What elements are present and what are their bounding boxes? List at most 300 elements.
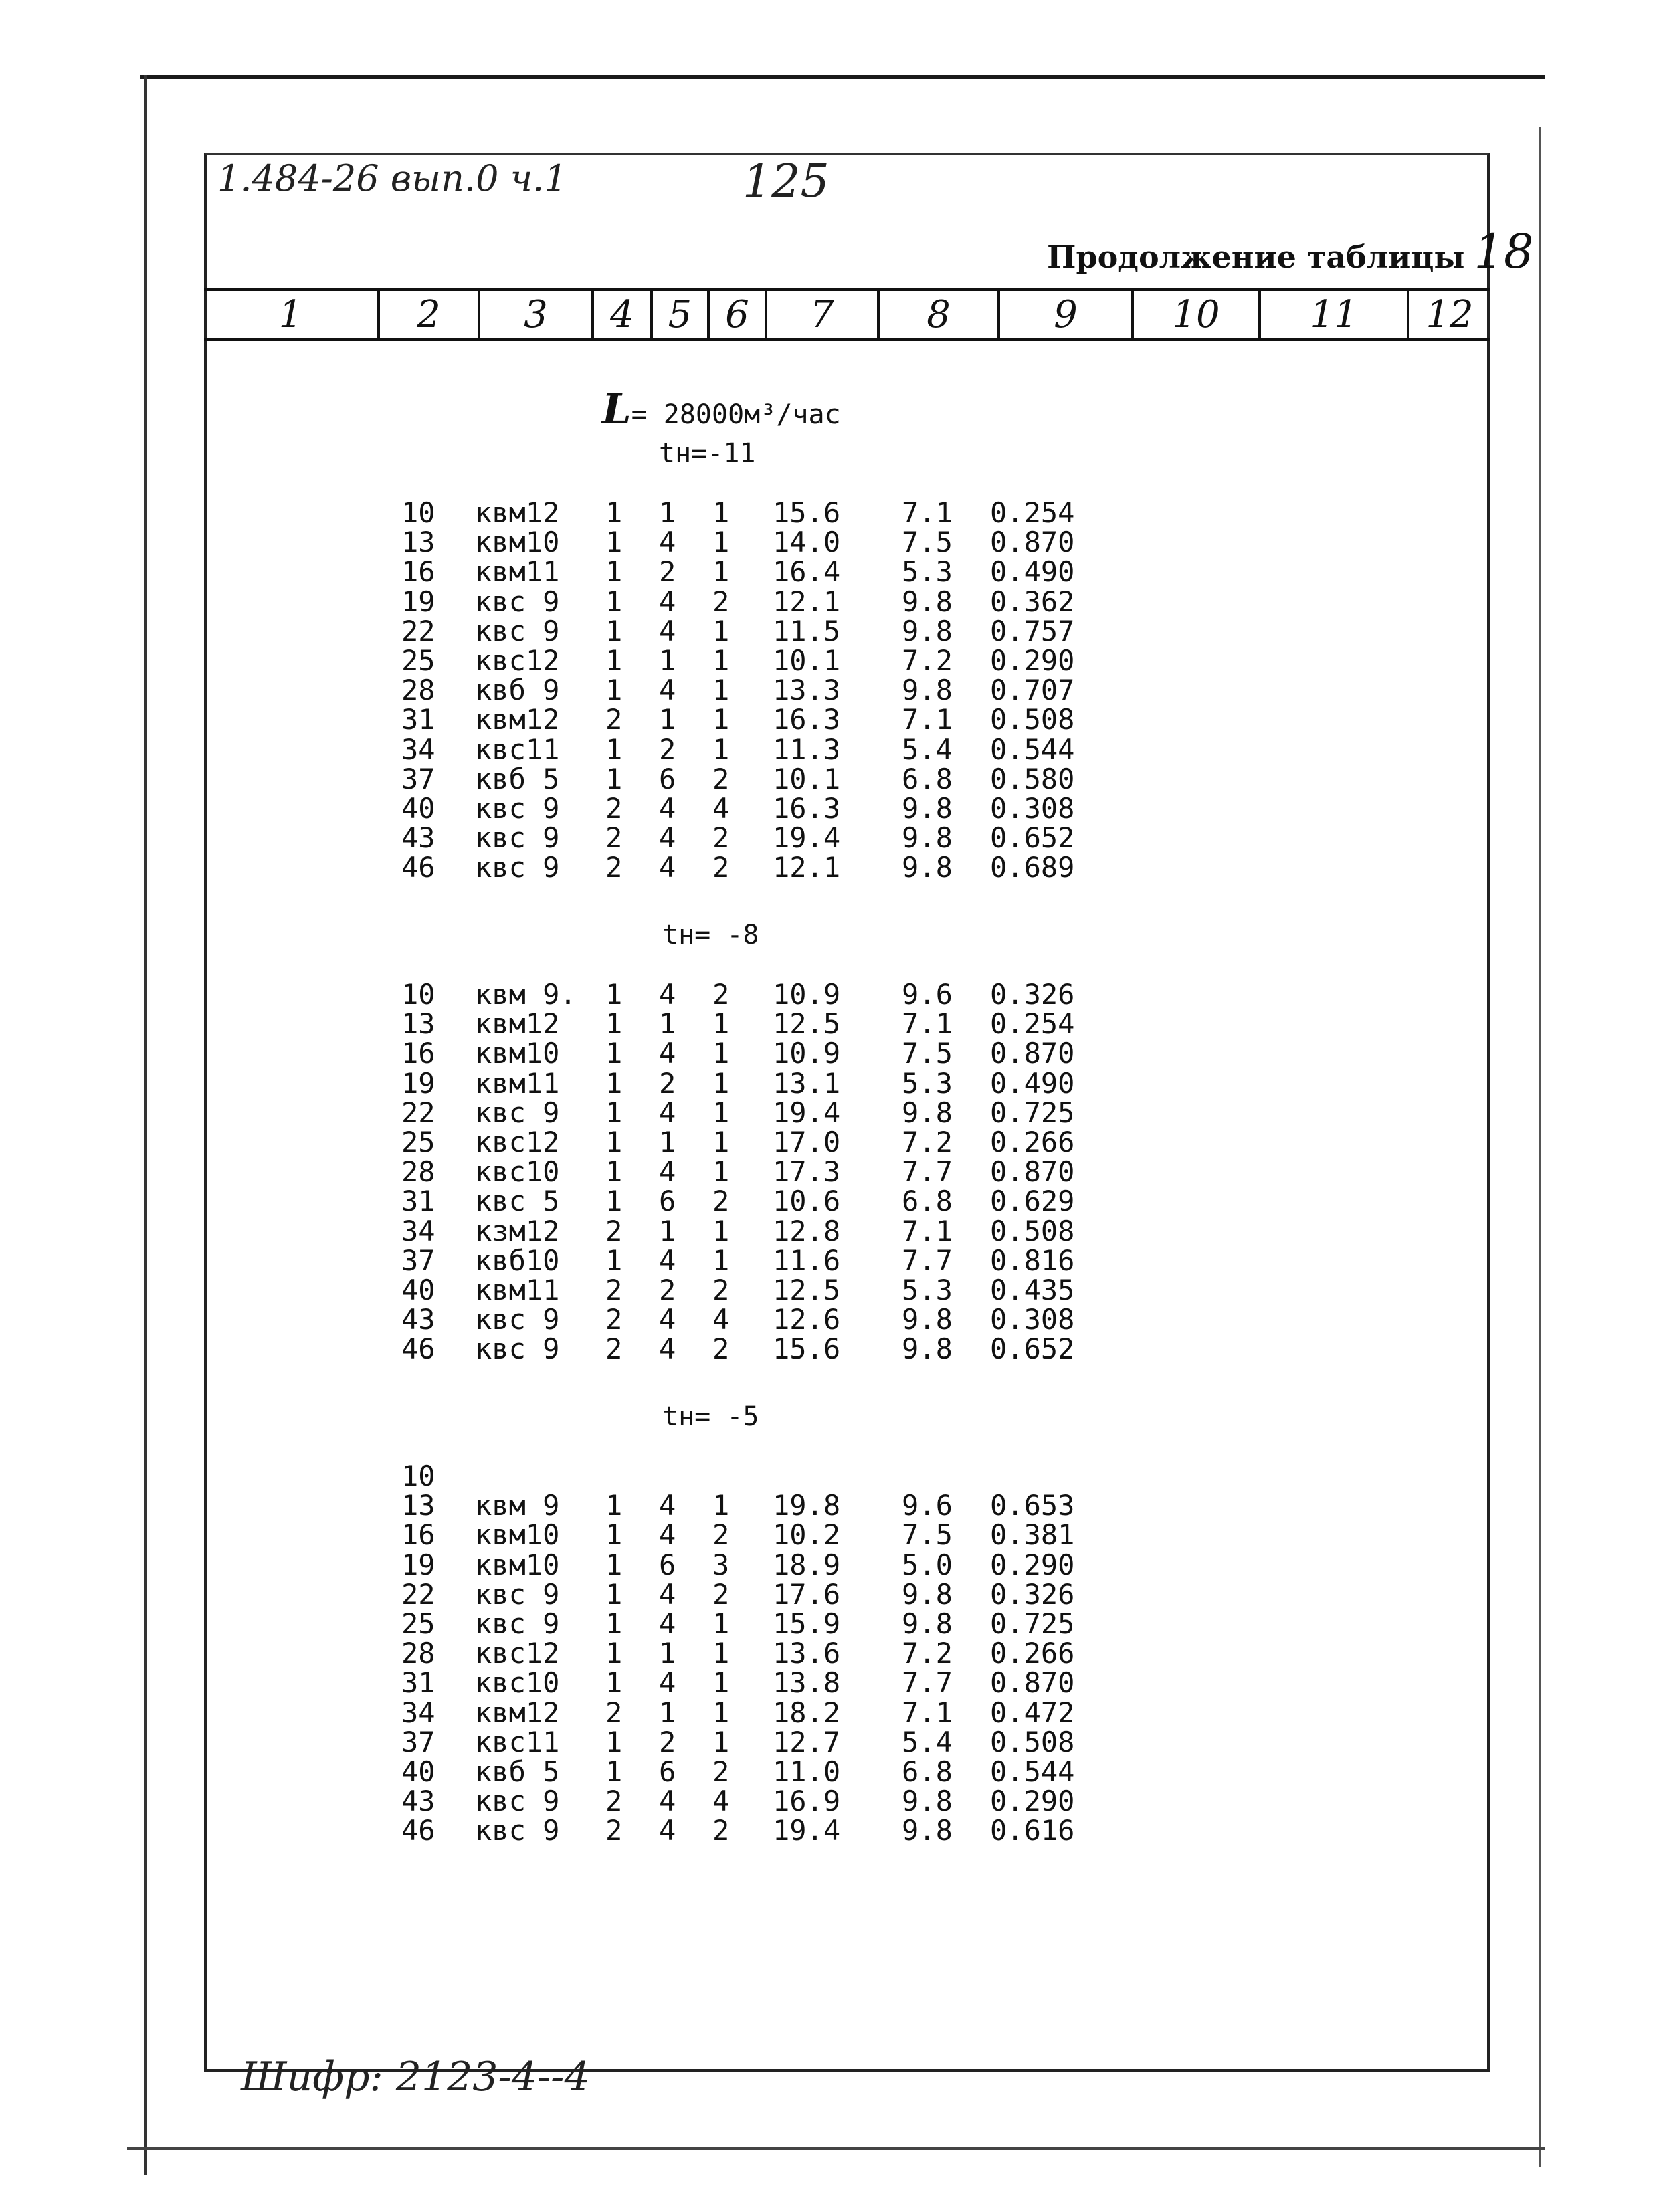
cell-col-2: 28: [401, 1155, 435, 1189]
cell-col-8: 9.8: [902, 614, 953, 647]
cell-col-4: 2: [605, 703, 623, 736]
continuation-number: 18: [1474, 224, 1534, 279]
cell-col-4: 1: [605, 644, 623, 677]
cell-col-7: 15.6: [773, 1332, 841, 1366]
cell-col-6: 1: [712, 496, 730, 529]
cell-col-3: квс 9: [475, 821, 560, 855]
cell-col-3: квс12: [475, 644, 560, 677]
cell-col-4: 1: [605, 1725, 623, 1758]
cell-col-4: 2: [605, 821, 623, 855]
cell-col-2: 19: [401, 585, 435, 618]
cell-col-8: 7.7: [902, 1155, 953, 1189]
cell-col-8: 9.8: [902, 851, 953, 884]
cell-col-5: 1: [659, 1696, 676, 1729]
cell-col-6: 2: [712, 1185, 730, 1218]
cell-col-2: 25: [401, 644, 435, 677]
section-label: tн=-11: [659, 438, 756, 469]
cell-col-7: 12.7: [773, 1725, 841, 1758]
cell-col-2: 31: [401, 1666, 435, 1700]
cell-col-7: 16.3: [773, 703, 841, 736]
cell-col-9: 0.308: [990, 792, 1075, 825]
outer-bottom-line: [127, 2147, 1545, 2150]
cell-col-9: 0.870: [990, 1037, 1075, 1070]
cell-col-4: 2: [605, 792, 623, 825]
cell-col-3: квс10: [475, 1666, 560, 1700]
cell-col-8: 9.8: [902, 792, 953, 825]
cell-col-8: 7.1: [902, 1007, 953, 1041]
cell-col-9: 0.870: [990, 1155, 1075, 1189]
page-frame: [204, 153, 1490, 2072]
cell-col-9: 0.544: [990, 732, 1075, 766]
cell-col-9: 0.725: [990, 1607, 1075, 1640]
cell-col-6: 2: [712, 1332, 730, 1366]
formula-symbol: L: [602, 385, 631, 433]
cell-col-7: 14.0: [773, 526, 841, 559]
cell-col-4: 1: [605, 1007, 623, 1041]
cell-col-7: 11.0: [773, 1755, 841, 1788]
cell-col-4: 1: [605, 614, 623, 647]
section-label: tн= -8: [662, 920, 759, 950]
outer-left-line: [144, 75, 147, 2175]
cell-col-5: 1: [659, 703, 676, 736]
cell-col-4: 1: [605, 1518, 623, 1552]
cell-col-9: 0.725: [990, 1096, 1075, 1129]
cell-col-9: 0.435: [990, 1274, 1075, 1306]
cell-col-3: квс12: [475, 1126, 560, 1159]
cell-col-9: 0.653: [990, 1489, 1075, 1522]
cell-col-7: 17.3: [773, 1155, 841, 1189]
cell-col-8: 9.6: [902, 978, 953, 1011]
cell-col-3: квс 5: [475, 1185, 560, 1218]
cell-col-7: 19.4: [773, 821, 841, 855]
cell-col-6: 1: [712, 1007, 730, 1041]
cell-col-6: 1: [712, 526, 730, 559]
cell-col-7: 13.1: [773, 1066, 841, 1100]
cell-col-6: 1: [712, 1489, 730, 1522]
cell-col-5: 6: [659, 762, 676, 795]
cell-col-7: 18.2: [773, 1696, 841, 1729]
cell-col-4: 1: [605, 1607, 623, 1640]
cell-col-3: квс11: [475, 1725, 560, 1758]
cell-col-4: 2: [605, 1814, 623, 1847]
cell-col-8: 9.6: [902, 1489, 953, 1522]
cell-col-4: 2: [605, 851, 623, 884]
cell-col-9: 0.652: [990, 1332, 1075, 1366]
cell-col-9: 0.544: [990, 1755, 1075, 1788]
cell-col-5: 4: [659, 792, 676, 825]
section-label: tн= -5: [662, 1401, 759, 1432]
cell-col-7: 13.6: [773, 1637, 841, 1670]
cell-col-7: 12.5: [773, 1274, 841, 1306]
cell-col-8: 9.8: [902, 585, 953, 618]
cell-col-9: 0.254: [990, 1007, 1075, 1041]
cell-col-2: 37: [401, 762, 435, 795]
column-header-2: 2: [380, 291, 480, 338]
cell-col-6: 1: [712, 1666, 730, 1700]
cell-col-9: 0.490: [990, 1066, 1075, 1100]
cell-col-6: 1: [712, 1696, 730, 1729]
cell-col-2: 43: [401, 1785, 435, 1818]
cell-col-5: 4: [659, 1243, 676, 1277]
cell-col-8: 9.8: [902, 1096, 953, 1129]
cell-col-5: 4: [659, 526, 676, 559]
cell-col-8: 7.2: [902, 1126, 953, 1159]
cell-col-5: 4: [659, 1577, 676, 1611]
cell-col-8: 7.1: [902, 703, 953, 736]
cell-col-8: 7.5: [902, 1037, 953, 1070]
cell-col-9: 0.689: [990, 851, 1075, 884]
cell-col-6: 2: [712, 1755, 730, 1788]
cell-col-9: 0.508: [990, 703, 1075, 736]
cell-col-3: квс 9: [475, 1096, 560, 1129]
cell-col-3: квс 9: [475, 1303, 560, 1336]
cell-col-9: 0.266: [990, 1637, 1075, 1670]
cell-col-4: 1: [605, 496, 623, 529]
cell-col-2: 22: [401, 614, 435, 647]
cell-col-6: 1: [712, 1096, 730, 1129]
cell-col-8: 5.3: [902, 555, 953, 589]
cell-col-8: 7.1: [902, 496, 953, 529]
cell-col-7: 12.1: [773, 585, 841, 618]
column-header-10: 10: [1134, 291, 1261, 338]
cell-col-2: 40: [401, 1274, 435, 1306]
cell-col-3: квс 9: [475, 1577, 560, 1611]
column-header-9: 9: [1000, 291, 1134, 338]
cell-col-5: 4: [659, 1303, 676, 1336]
cell-col-6: 1: [712, 1155, 730, 1189]
cell-col-6: 2: [712, 1577, 730, 1611]
cell-col-8: 9.8: [902, 1577, 953, 1611]
cell-col-4: 1: [605, 585, 623, 618]
cell-col-2: 34: [401, 1696, 435, 1729]
cell-col-4: 2: [605, 1274, 623, 1306]
cell-col-7: 16.9: [773, 1785, 841, 1818]
cell-col-7: 12.6: [773, 1303, 841, 1336]
cell-col-7: 19.4: [773, 1096, 841, 1129]
cell-col-8: 5.3: [902, 1066, 953, 1100]
cell-col-6: 4: [712, 1785, 730, 1818]
cell-col-2: 16: [401, 1037, 435, 1070]
cell-col-2: 25: [401, 1607, 435, 1640]
cell-col-8: 7.7: [902, 1243, 953, 1277]
cell-col-3: квм12: [475, 703, 560, 736]
cell-col-5: 4: [659, 1332, 676, 1366]
page-number: 125: [743, 155, 830, 208]
cell-col-2: 16: [401, 555, 435, 589]
cell-col-5: 4: [659, 1518, 676, 1552]
cell-col-2: 43: [401, 821, 435, 855]
cell-col-8: 6.8: [902, 762, 953, 795]
cell-col-6: 2: [712, 821, 730, 855]
cell-col-5: 4: [659, 821, 676, 855]
cell-col-5: 4: [659, 614, 676, 647]
cell-col-5: 4: [659, 674, 676, 707]
cell-col-6: 2: [712, 762, 730, 795]
cell-col-8: 9.8: [902, 1303, 953, 1336]
cell-col-6: 1: [712, 732, 730, 766]
cell-col-5: 1: [659, 1637, 676, 1670]
cell-col-4: 1: [605, 1096, 623, 1129]
cell-col-2: 37: [401, 1243, 435, 1277]
continuation-caption: [1047, 224, 1534, 279]
cell-col-6: 4: [712, 792, 730, 825]
cell-col-9: 0.707: [990, 674, 1075, 707]
cell-col-8: 9.8: [902, 1814, 953, 1847]
cell-col-4: 2: [605, 1214, 623, 1247]
cell-col-2: 46: [401, 1332, 435, 1366]
cell-col-9: 0.652: [990, 821, 1075, 855]
cell-col-9: 0.254: [990, 496, 1075, 529]
cell-col-6: 1: [712, 1126, 730, 1159]
cell-col-6: 2: [712, 585, 730, 618]
cell-col-4: 1: [605, 732, 623, 766]
cell-col-6: 1: [712, 614, 730, 647]
outer-right-line: [1539, 127, 1541, 2167]
cell-col-4: 2: [605, 1303, 623, 1336]
cell-col-4: 1: [605, 1066, 623, 1100]
cell-col-2: 10: [401, 978, 435, 1011]
cell-col-6: 2: [712, 1518, 730, 1552]
cell-col-5: 1: [659, 1126, 676, 1159]
cell-col-2: 43: [401, 1303, 435, 1336]
cell-col-9: 0.290: [990, 644, 1075, 677]
cell-col-4: 2: [605, 1696, 623, 1729]
cell-col-8: 5.4: [902, 732, 953, 766]
cell-col-4: 1: [605, 555, 623, 589]
cell-col-3: квс11: [475, 732, 560, 766]
cell-col-6: 1: [712, 1607, 730, 1640]
cell-col-8: 7.1: [902, 1214, 953, 1247]
cell-col-7: 10.2: [773, 1518, 841, 1552]
cell-col-6: 3: [712, 1548, 730, 1581]
cell-col-9: 0.326: [990, 1577, 1075, 1611]
cell-col-7: 11.6: [773, 1243, 841, 1277]
cell-col-3: квс 9: [475, 1607, 560, 1640]
cell-col-8: 9.8: [902, 674, 953, 707]
cell-col-8: 7.2: [902, 1637, 953, 1670]
cell-col-9: 0.816: [990, 1243, 1075, 1277]
cell-col-8: 6.8: [902, 1185, 953, 1218]
cell-col-6: 1: [712, 1637, 730, 1670]
document-stamp: 1.484-26 вып.0 ч.1: [217, 157, 567, 199]
cell-col-6: 1: [712, 703, 730, 736]
cell-col-7: 10.9: [773, 1037, 841, 1070]
column-header-12: 12: [1426, 292, 1474, 336]
cell-col-3: квм10: [475, 1518, 560, 1552]
cell-col-3: квб 5: [475, 762, 560, 795]
cell-col-3: квм11: [475, 555, 560, 589]
cell-col-8: 7.5: [902, 1518, 953, 1552]
cell-col-5: 4: [659, 1785, 676, 1818]
cell-col-9: 0.490: [990, 555, 1075, 589]
cell-col-5: 2: [659, 1274, 676, 1306]
cell-col-3: квм11: [475, 1066, 560, 1100]
cell-col-5: 1: [659, 1214, 676, 1247]
cell-col-2: 31: [401, 1185, 435, 1218]
cell-col-5: 4: [659, 1607, 676, 1640]
cell-col-3: квм10: [475, 1548, 560, 1581]
cell-col-5: 1: [659, 644, 676, 677]
cell-col-4: 1: [605, 978, 623, 1011]
cell-col-2: 40: [401, 1755, 435, 1788]
cell-col-9: 0.308: [990, 1303, 1075, 1336]
cell-col-9: 0.870: [990, 526, 1075, 559]
cell-col-6: 1: [712, 1243, 730, 1277]
cell-col-4: 1: [605, 762, 623, 795]
cell-col-4: 1: [605, 674, 623, 707]
cell-col-5: 6: [659, 1185, 676, 1218]
cell-col-3: квм 9.: [475, 978, 577, 1011]
cell-col-4: 1: [605, 1126, 623, 1159]
cell-col-6: 2: [712, 978, 730, 1011]
cell-col-2: 28: [401, 674, 435, 707]
column-header-1: 1: [204, 291, 380, 338]
cell-col-3: квс 9: [475, 585, 560, 618]
cell-col-5: 4: [659, 978, 676, 1011]
cell-col-2: 28: [401, 1637, 435, 1670]
cell-col-7: 11.3: [773, 732, 841, 766]
cell-col-2: 10: [401, 496, 435, 529]
cell-col-3: квс 9: [475, 792, 560, 825]
cell-col-6: 1: [712, 674, 730, 707]
cell-col-4: 1: [605, 1637, 623, 1670]
cell-col-7: 12.1: [773, 851, 841, 884]
cell-col-5: 2: [659, 1066, 676, 1100]
cell-col-5: 4: [659, 1037, 676, 1070]
cell-col-4: 1: [605, 1155, 623, 1189]
cell-col-8: 9.8: [902, 821, 953, 855]
cell-col-7: 18.9: [773, 1548, 841, 1581]
cell-col-3: квб 5: [475, 1755, 560, 1788]
cell-col-3: квс12: [475, 1637, 560, 1670]
cell-col-7: 11.5: [773, 614, 841, 647]
cell-col-6: 1: [712, 1066, 730, 1100]
cell-col-6: 1: [712, 1037, 730, 1070]
cell-col-9: 0.616: [990, 1814, 1075, 1847]
cell-col-9: 0.381: [990, 1518, 1075, 1552]
cell-col-3: квм12: [475, 1007, 560, 1041]
cell-col-2: 31: [401, 703, 435, 736]
cell-col-2: 13: [401, 1007, 435, 1041]
cell-col-3: квм 9: [475, 1489, 560, 1522]
cell-col-5: 2: [659, 1725, 676, 1758]
cell-col-7: 10.9: [773, 978, 841, 1011]
cell-col-8: 9.8: [902, 1332, 953, 1366]
cell-col-2: 16: [401, 1518, 435, 1552]
cell-col-8: 7.5: [902, 526, 953, 559]
cell-col-5: 4: [659, 1155, 676, 1189]
cell-col-3: квм11: [475, 1274, 560, 1306]
cell-col-8: 7.2: [902, 644, 953, 677]
cell-col-6: 1: [712, 1725, 730, 1758]
cell-col-9: 0.870: [990, 1666, 1075, 1700]
cell-col-2: 13: [401, 1489, 435, 1522]
cell-col-4: 2: [605, 1332, 623, 1366]
cell-col-8: 5.0: [902, 1548, 953, 1581]
cell-col-4: 1: [605, 1577, 623, 1611]
cell-col-3: квм12: [475, 1696, 560, 1729]
cell-col-7: 15.6: [773, 496, 841, 529]
cell-col-9: 0.757: [990, 614, 1075, 647]
cell-col-2: 19: [401, 1066, 435, 1100]
cell-col-2: 46: [401, 851, 435, 884]
cell-col-7: 15.9: [773, 1607, 841, 1640]
cell-col-8: 7.7: [902, 1666, 953, 1700]
cell-col-6: 1: [712, 1214, 730, 1247]
cell-col-9: 0.326: [990, 978, 1075, 1011]
column-header-4: 4: [594, 291, 653, 338]
cell-col-7: 10.1: [773, 762, 841, 795]
cell-col-8: 9.8: [902, 1785, 953, 1818]
cell-col-2: 46: [401, 1814, 435, 1847]
cell-col-8: 6.8: [902, 1755, 953, 1788]
cell-col-2: 10: [401, 1460, 435, 1492]
cell-col-3: квс 9: [475, 1785, 560, 1818]
column-header-6: 6: [710, 291, 767, 338]
cell-col-3: квм12: [475, 496, 560, 529]
cell-col-4: 1: [605, 1243, 623, 1277]
cell-col-3: квс 9: [475, 614, 560, 647]
cell-col-9: 0.472: [990, 1696, 1075, 1729]
cell-col-6: 1: [712, 555, 730, 589]
cell-col-7: 12.5: [773, 1007, 841, 1041]
cell-col-6: 1: [712, 644, 730, 677]
cell-col-4: 2: [605, 1785, 623, 1818]
cell-col-2: 37: [401, 1725, 435, 1758]
cell-col-7: 13.8: [773, 1666, 841, 1700]
cell-col-5: 1: [659, 496, 676, 529]
column-header-8: 8: [880, 291, 1000, 338]
cell-col-7: 19.4: [773, 1814, 841, 1847]
cell-col-3: квс10: [475, 1155, 560, 1189]
cell-col-9: 0.290: [990, 1548, 1075, 1581]
cell-col-9: 0.629: [990, 1185, 1075, 1218]
cell-col-8: 9.8: [902, 1607, 953, 1640]
cell-col-3: квс 9: [475, 1814, 560, 1847]
cell-col-4: 1: [605, 1666, 623, 1700]
cell-col-4: 1: [605, 1548, 623, 1581]
cipher-note: Шифр: 2123-4--4: [241, 2053, 590, 2100]
cell-col-7: 19.8: [773, 1489, 841, 1522]
cell-col-2: 34: [401, 732, 435, 766]
cell-col-7: 12.8: [773, 1214, 841, 1247]
cell-col-5: 4: [659, 1666, 676, 1700]
cell-col-5: 2: [659, 555, 676, 589]
cell-col-4: 1: [605, 1185, 623, 1218]
cell-col-7: 10.1: [773, 644, 841, 677]
cell-col-6: 2: [712, 1274, 730, 1306]
cell-col-7: 16.3: [773, 792, 841, 825]
cell-col-5: 1: [659, 1007, 676, 1041]
cell-col-5: 4: [659, 585, 676, 618]
cell-col-7: 13.3: [773, 674, 841, 707]
cell-col-9: 0.362: [990, 585, 1075, 618]
cell-col-2: 22: [401, 1577, 435, 1611]
cell-col-9: 0.290: [990, 1785, 1075, 1818]
cell-col-7: 16.4: [773, 555, 841, 589]
column-header-row: [204, 288, 1490, 341]
column-header-3: 3: [480, 291, 594, 338]
outer-top-line: [140, 75, 1545, 79]
cell-col-8: 5.3: [902, 1274, 953, 1306]
cell-col-6: 2: [712, 1814, 730, 1847]
cell-col-8: 5.4: [902, 1725, 953, 1758]
cell-col-5: 4: [659, 1814, 676, 1847]
cell-col-9: 0.508: [990, 1214, 1075, 1247]
cell-col-3: квб10: [475, 1243, 560, 1277]
cell-col-5: 2: [659, 732, 676, 766]
cell-col-3: квм10: [475, 1037, 560, 1070]
